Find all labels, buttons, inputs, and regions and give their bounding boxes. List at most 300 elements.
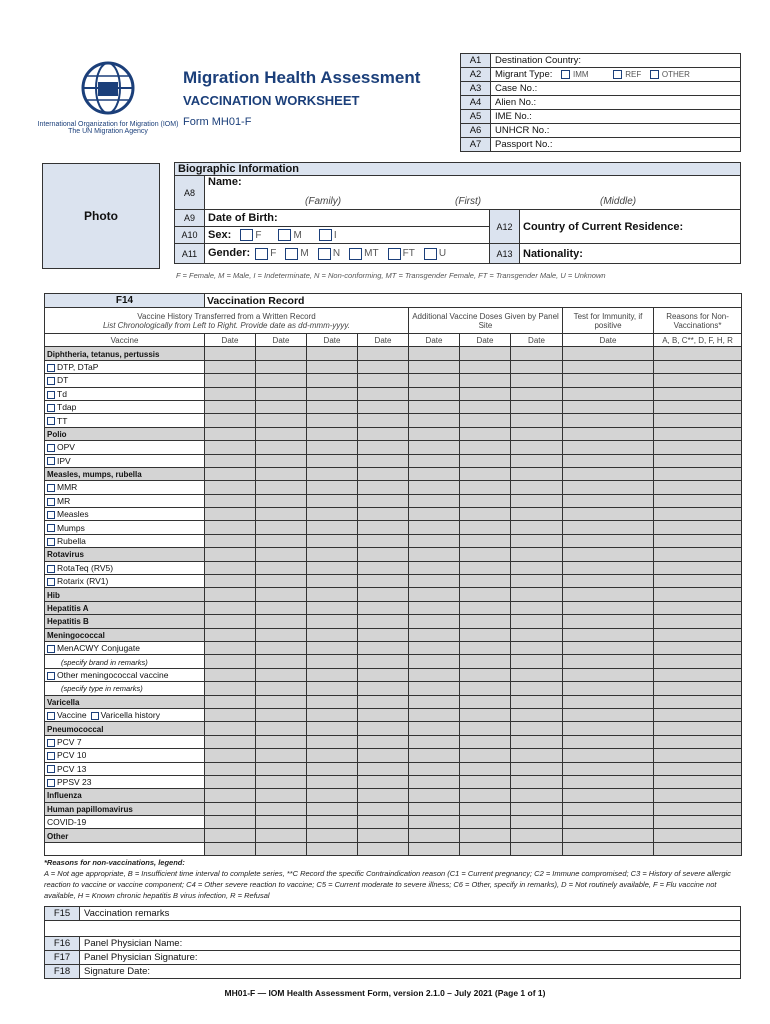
date-cell[interactable] bbox=[460, 762, 511, 775]
date-cell[interactable] bbox=[358, 441, 409, 454]
date-cell[interactable] bbox=[205, 762, 256, 775]
date-cell[interactable] bbox=[563, 508, 654, 521]
date-cell[interactable] bbox=[256, 374, 307, 387]
date-cell[interactable] bbox=[511, 441, 563, 454]
date-cell[interactable] bbox=[307, 441, 358, 454]
vaccine-checkbox[interactable] bbox=[47, 578, 55, 586]
date-cell[interactable] bbox=[205, 615, 256, 628]
nationality-field[interactable] bbox=[520, 244, 741, 264]
date-cell[interactable] bbox=[205, 387, 256, 400]
date-cell[interactable] bbox=[256, 655, 307, 668]
date-cell[interactable] bbox=[205, 708, 256, 721]
date-cell[interactable] bbox=[511, 588, 563, 601]
date-cell[interactable] bbox=[307, 842, 358, 855]
date-cell[interactable] bbox=[460, 641, 511, 654]
vaccine-checkbox[interactable] bbox=[47, 765, 55, 773]
date-cell[interactable] bbox=[460, 387, 511, 400]
date-cell[interactable] bbox=[511, 682, 563, 695]
date-cell[interactable] bbox=[358, 735, 409, 748]
date-cell[interactable] bbox=[307, 615, 358, 628]
date-cell[interactable] bbox=[563, 842, 654, 855]
date-cell[interactable] bbox=[256, 722, 307, 735]
date-cell[interactable] bbox=[307, 588, 358, 601]
date-cell[interactable] bbox=[358, 387, 409, 400]
date-cell[interactable] bbox=[563, 668, 654, 681]
date-cell[interactable] bbox=[654, 668, 742, 681]
date-cell[interactable] bbox=[307, 481, 358, 494]
date-cell[interactable] bbox=[460, 601, 511, 614]
date-cell[interactable] bbox=[511, 508, 563, 521]
vaccine-checkbox[interactable] bbox=[47, 404, 55, 412]
date-cell[interactable] bbox=[563, 494, 654, 507]
date-cell[interactable] bbox=[256, 360, 307, 373]
date-cell[interactable] bbox=[256, 548, 307, 561]
date-cell[interactable] bbox=[460, 454, 511, 467]
date-cell[interactable] bbox=[358, 722, 409, 735]
date-cell[interactable] bbox=[307, 668, 358, 681]
date-cell[interactable] bbox=[654, 467, 742, 480]
date-cell[interactable] bbox=[460, 588, 511, 601]
date-cell[interactable] bbox=[460, 508, 511, 521]
date-cell[interactable] bbox=[409, 481, 460, 494]
vaccine-checkbox[interactable] bbox=[47, 779, 55, 787]
date-cell[interactable] bbox=[307, 749, 358, 762]
date-cell[interactable] bbox=[256, 789, 307, 802]
date-cell[interactable] bbox=[460, 668, 511, 681]
date-cell[interactable] bbox=[307, 534, 358, 547]
date-cell[interactable] bbox=[307, 387, 358, 400]
date-cell[interactable] bbox=[460, 400, 511, 413]
date-cell[interactable] bbox=[563, 454, 654, 467]
date-cell[interactable] bbox=[460, 561, 511, 574]
date-cell[interactable] bbox=[409, 588, 460, 601]
date-cell[interactable] bbox=[511, 360, 563, 373]
date-cell[interactable] bbox=[256, 414, 307, 427]
date-cell[interactable] bbox=[654, 548, 742, 561]
date-cell[interactable] bbox=[307, 508, 358, 521]
date-cell[interactable] bbox=[654, 575, 742, 588]
date-cell[interactable] bbox=[654, 414, 742, 427]
date-cell[interactable] bbox=[307, 548, 358, 561]
date-cell[interactable] bbox=[563, 735, 654, 748]
alien-no-field[interactable] bbox=[491, 96, 741, 110]
date-cell[interactable] bbox=[307, 789, 358, 802]
date-cell[interactable] bbox=[563, 360, 654, 373]
date-cell[interactable] bbox=[511, 534, 563, 547]
date-cell[interactable] bbox=[654, 615, 742, 628]
date-cell[interactable] bbox=[307, 628, 358, 641]
date-cell[interactable] bbox=[563, 414, 654, 427]
date-cell[interactable] bbox=[511, 789, 563, 802]
date-cell[interactable] bbox=[563, 775, 654, 788]
date-cell[interactable] bbox=[654, 749, 742, 762]
gender-m-checkbox[interactable] bbox=[285, 248, 298, 260]
date-cell[interactable] bbox=[409, 695, 460, 708]
date-cell[interactable] bbox=[563, 548, 654, 561]
date-cell[interactable] bbox=[563, 374, 654, 387]
date-cell[interactable] bbox=[409, 722, 460, 735]
date-cell[interactable] bbox=[409, 762, 460, 775]
date-cell[interactable] bbox=[307, 708, 358, 721]
date-cell[interactable] bbox=[358, 467, 409, 480]
date-cell[interactable] bbox=[205, 749, 256, 762]
date-cell[interactable] bbox=[256, 615, 307, 628]
date-cell[interactable] bbox=[358, 561, 409, 574]
date-cell[interactable] bbox=[358, 789, 409, 802]
date-cell[interactable] bbox=[256, 494, 307, 507]
other-checkbox[interactable] bbox=[650, 70, 659, 79]
date-cell[interactable] bbox=[654, 494, 742, 507]
date-cell[interactable] bbox=[307, 467, 358, 480]
date-cell[interactable] bbox=[511, 829, 563, 842]
date-cell[interactable] bbox=[358, 414, 409, 427]
date-cell[interactable] bbox=[256, 749, 307, 762]
date-cell[interactable] bbox=[460, 816, 511, 829]
date-cell[interactable] bbox=[256, 467, 307, 480]
date-cell[interactable] bbox=[205, 575, 256, 588]
date-cell[interactable] bbox=[409, 534, 460, 547]
date-cell[interactable] bbox=[358, 628, 409, 641]
date-cell[interactable] bbox=[460, 441, 511, 454]
date-cell[interactable] bbox=[409, 427, 460, 440]
date-cell[interactable] bbox=[460, 708, 511, 721]
date-cell[interactable] bbox=[307, 695, 358, 708]
date-cell[interactable] bbox=[256, 387, 307, 400]
date-cell[interactable] bbox=[205, 668, 256, 681]
date-cell[interactable] bbox=[358, 615, 409, 628]
date-cell[interactable] bbox=[358, 374, 409, 387]
date-cell[interactable] bbox=[358, 347, 409, 360]
date-cell[interactable] bbox=[205, 548, 256, 561]
vaccine-checkbox[interactable] bbox=[47, 752, 55, 760]
vaccine-checkbox[interactable] bbox=[47, 538, 55, 546]
date-cell[interactable] bbox=[654, 481, 742, 494]
date-cell[interactable] bbox=[563, 816, 654, 829]
date-cell[interactable] bbox=[307, 561, 358, 574]
date-cell[interactable] bbox=[205, 521, 256, 534]
date-cell[interactable] bbox=[511, 775, 563, 788]
case-no-field[interactable] bbox=[491, 82, 741, 96]
date-cell[interactable] bbox=[460, 427, 511, 440]
date-cell[interactable] bbox=[654, 708, 742, 721]
date-cell[interactable] bbox=[256, 400, 307, 413]
date-cell[interactable] bbox=[409, 789, 460, 802]
date-cell[interactable] bbox=[654, 802, 742, 815]
date-cell[interactable] bbox=[358, 427, 409, 440]
date-cell[interactable] bbox=[511, 548, 563, 561]
date-cell[interactable] bbox=[205, 628, 256, 641]
date-cell[interactable] bbox=[511, 575, 563, 588]
date-cell[interactable] bbox=[307, 802, 358, 815]
date-cell[interactable] bbox=[358, 775, 409, 788]
date-cell[interactable] bbox=[205, 682, 256, 695]
date-cell[interactable] bbox=[409, 775, 460, 788]
date-cell[interactable] bbox=[409, 615, 460, 628]
date-cell[interactable] bbox=[256, 628, 307, 641]
date-cell[interactable] bbox=[563, 641, 654, 654]
date-cell[interactable] bbox=[654, 695, 742, 708]
date-cell[interactable] bbox=[654, 374, 742, 387]
date-cell[interactable] bbox=[409, 347, 460, 360]
date-cell[interactable] bbox=[563, 722, 654, 735]
date-cell[interactable] bbox=[460, 682, 511, 695]
date-cell[interactable] bbox=[511, 427, 563, 440]
date-cell[interactable] bbox=[511, 454, 563, 467]
date-cell[interactable] bbox=[409, 374, 460, 387]
date-cell[interactable] bbox=[205, 414, 256, 427]
date-cell[interactable] bbox=[511, 347, 563, 360]
date-cell[interactable] bbox=[409, 521, 460, 534]
vaccine-checkbox[interactable] bbox=[47, 498, 55, 506]
date-cell[interactable] bbox=[205, 588, 256, 601]
date-cell[interactable] bbox=[307, 400, 358, 413]
vaccine-checkbox[interactable] bbox=[47, 364, 55, 372]
date-cell[interactable] bbox=[409, 454, 460, 467]
date-cell[interactable] bbox=[307, 641, 358, 654]
date-cell[interactable] bbox=[511, 708, 563, 721]
date-cell[interactable] bbox=[511, 668, 563, 681]
date-cell[interactable] bbox=[205, 789, 256, 802]
date-cell[interactable] bbox=[654, 682, 742, 695]
date-cell[interactable] bbox=[409, 387, 460, 400]
date-cell[interactable] bbox=[563, 400, 654, 413]
date-cell[interactable] bbox=[205, 735, 256, 748]
date-cell[interactable] bbox=[511, 655, 563, 668]
date-cell[interactable] bbox=[511, 695, 563, 708]
date-cell[interactable] bbox=[460, 521, 511, 534]
date-cell[interactable] bbox=[307, 682, 358, 695]
date-cell[interactable] bbox=[563, 802, 654, 815]
date-cell[interactable] bbox=[205, 374, 256, 387]
date-cell[interactable] bbox=[358, 749, 409, 762]
date-cell[interactable] bbox=[563, 427, 654, 440]
date-cell[interactable] bbox=[409, 467, 460, 480]
sex-f-checkbox[interactable] bbox=[240, 229, 253, 241]
date-cell[interactable] bbox=[563, 467, 654, 480]
date-cell[interactable] bbox=[511, 601, 563, 614]
name-field[interactable] bbox=[205, 176, 741, 210]
vaccine-checkbox[interactable] bbox=[47, 524, 55, 532]
date-cell[interactable] bbox=[563, 561, 654, 574]
date-cell[interactable] bbox=[563, 441, 654, 454]
date-cell[interactable] bbox=[307, 360, 358, 373]
date-cell[interactable] bbox=[358, 601, 409, 614]
date-cell[interactable] bbox=[307, 374, 358, 387]
date-cell[interactable] bbox=[256, 454, 307, 467]
date-cell[interactable] bbox=[654, 561, 742, 574]
date-cell[interactable] bbox=[256, 521, 307, 534]
date-cell[interactable] bbox=[654, 508, 742, 521]
date-cell[interactable] bbox=[511, 842, 563, 855]
date-cell[interactable] bbox=[307, 601, 358, 614]
date-cell[interactable] bbox=[256, 641, 307, 654]
date-cell[interactable] bbox=[205, 655, 256, 668]
physician-signature-field[interactable] bbox=[80, 951, 741, 965]
vaccine-checkbox[interactable] bbox=[47, 484, 55, 492]
date-cell[interactable] bbox=[205, 347, 256, 360]
date-cell[interactable] bbox=[409, 802, 460, 815]
date-cell[interactable] bbox=[409, 749, 460, 762]
date-cell[interactable] bbox=[256, 668, 307, 681]
date-cell[interactable] bbox=[205, 360, 256, 373]
date-cell[interactable] bbox=[511, 414, 563, 427]
date-cell[interactable] bbox=[256, 347, 307, 360]
signature-date-field[interactable] bbox=[80, 965, 741, 979]
date-cell[interactable] bbox=[511, 722, 563, 735]
vaccine-checkbox[interactable] bbox=[47, 712, 55, 720]
date-cell[interactable] bbox=[654, 735, 742, 748]
date-cell[interactable] bbox=[409, 561, 460, 574]
date-cell[interactable] bbox=[256, 695, 307, 708]
date-cell[interactable] bbox=[409, 829, 460, 842]
date-cell[interactable] bbox=[563, 829, 654, 842]
date-cell[interactable] bbox=[563, 521, 654, 534]
date-cell[interactable] bbox=[307, 829, 358, 842]
date-cell[interactable] bbox=[654, 534, 742, 547]
date-cell[interactable] bbox=[358, 454, 409, 467]
date-cell[interactable] bbox=[511, 561, 563, 574]
date-cell[interactable] bbox=[409, 735, 460, 748]
date-cell[interactable] bbox=[205, 494, 256, 507]
gender-ft-checkbox[interactable] bbox=[388, 248, 401, 260]
date-cell[interactable] bbox=[358, 641, 409, 654]
date-cell[interactable] bbox=[409, 508, 460, 521]
date-cell[interactable] bbox=[307, 414, 358, 427]
date-cell[interactable] bbox=[358, 668, 409, 681]
date-cell[interactable] bbox=[654, 441, 742, 454]
passport-no-field[interactable] bbox=[491, 138, 741, 152]
date-cell[interactable] bbox=[205, 816, 256, 829]
vaccine-checkbox[interactable] bbox=[47, 565, 55, 573]
date-cell[interactable] bbox=[511, 615, 563, 628]
destination-country-field[interactable] bbox=[491, 54, 741, 68]
date-cell[interactable] bbox=[307, 494, 358, 507]
date-cell[interactable] bbox=[460, 749, 511, 762]
date-cell[interactable] bbox=[256, 441, 307, 454]
date-cell[interactable] bbox=[460, 655, 511, 668]
date-cell[interactable] bbox=[409, 816, 460, 829]
date-cell[interactable] bbox=[460, 789, 511, 802]
gender-u-checkbox[interactable] bbox=[424, 248, 437, 260]
date-cell[interactable] bbox=[358, 508, 409, 521]
date-cell[interactable] bbox=[205, 454, 256, 467]
date-cell[interactable] bbox=[409, 842, 460, 855]
date-cell[interactable] bbox=[654, 360, 742, 373]
date-cell[interactable] bbox=[460, 615, 511, 628]
date-cell[interactable] bbox=[460, 735, 511, 748]
date-cell[interactable] bbox=[511, 481, 563, 494]
date-cell[interactable] bbox=[307, 722, 358, 735]
date-cell[interactable] bbox=[563, 481, 654, 494]
date-cell[interactable] bbox=[358, 575, 409, 588]
ime-no-field[interactable] bbox=[491, 110, 741, 124]
date-cell[interactable] bbox=[307, 655, 358, 668]
date-cell[interactable] bbox=[563, 655, 654, 668]
date-cell[interactable] bbox=[256, 508, 307, 521]
vaccine-checkbox[interactable] bbox=[47, 672, 55, 680]
date-cell[interactable] bbox=[654, 655, 742, 668]
vaccine-checkbox[interactable] bbox=[47, 457, 55, 465]
date-cell[interactable] bbox=[256, 481, 307, 494]
vaccine-checkbox[interactable] bbox=[47, 417, 55, 425]
sex-m-checkbox[interactable] bbox=[278, 229, 291, 241]
date-cell[interactable] bbox=[205, 561, 256, 574]
date-cell[interactable] bbox=[409, 400, 460, 413]
date-cell[interactable] bbox=[358, 762, 409, 775]
date-cell[interactable] bbox=[205, 722, 256, 735]
date-cell[interactable] bbox=[460, 829, 511, 842]
date-cell[interactable] bbox=[358, 481, 409, 494]
date-cell[interactable] bbox=[654, 601, 742, 614]
date-cell[interactable] bbox=[205, 467, 256, 480]
date-cell[interactable] bbox=[563, 588, 654, 601]
date-cell[interactable] bbox=[358, 708, 409, 721]
date-cell[interactable] bbox=[205, 802, 256, 815]
date-cell[interactable] bbox=[409, 414, 460, 427]
date-cell[interactable] bbox=[511, 494, 563, 507]
date-cell[interactable] bbox=[563, 762, 654, 775]
date-cell[interactable] bbox=[307, 735, 358, 748]
date-cell[interactable] bbox=[307, 454, 358, 467]
date-cell[interactable] bbox=[563, 615, 654, 628]
date-cell[interactable] bbox=[256, 802, 307, 815]
date-cell[interactable] bbox=[307, 521, 358, 534]
date-cell[interactable] bbox=[256, 762, 307, 775]
date-cell[interactable] bbox=[409, 494, 460, 507]
date-cell[interactable] bbox=[654, 842, 742, 855]
date-cell[interactable] bbox=[256, 829, 307, 842]
date-cell[interactable] bbox=[256, 561, 307, 574]
date-cell[interactable] bbox=[654, 387, 742, 400]
date-cell[interactable] bbox=[654, 829, 742, 842]
vaccine-checkbox[interactable] bbox=[47, 391, 55, 399]
date-cell[interactable] bbox=[358, 494, 409, 507]
date-cell[interactable] bbox=[409, 682, 460, 695]
date-cell[interactable] bbox=[409, 360, 460, 373]
sex-i-checkbox[interactable] bbox=[319, 229, 332, 241]
ref-checkbox[interactable] bbox=[613, 70, 622, 79]
date-cell[interactable] bbox=[563, 749, 654, 762]
date-cell[interactable] bbox=[511, 802, 563, 815]
remarks-field[interactable] bbox=[45, 921, 741, 937]
date-cell[interactable] bbox=[256, 601, 307, 614]
date-cell[interactable] bbox=[205, 842, 256, 855]
date-cell[interactable] bbox=[654, 762, 742, 775]
imm-checkbox[interactable] bbox=[561, 70, 570, 79]
date-cell[interactable] bbox=[460, 628, 511, 641]
vaccine-checkbox[interactable] bbox=[47, 739, 55, 747]
date-cell[interactable] bbox=[205, 508, 256, 521]
date-cell[interactable] bbox=[460, 481, 511, 494]
date-cell[interactable] bbox=[358, 400, 409, 413]
date-cell[interactable] bbox=[460, 374, 511, 387]
date-cell[interactable] bbox=[409, 441, 460, 454]
date-cell[interactable] bbox=[460, 494, 511, 507]
date-cell[interactable] bbox=[563, 575, 654, 588]
physician-name-field[interactable] bbox=[80, 937, 741, 951]
date-cell[interactable] bbox=[460, 467, 511, 480]
date-cell[interactable] bbox=[511, 641, 563, 654]
date-cell[interactable] bbox=[654, 775, 742, 788]
date-cell[interactable] bbox=[654, 789, 742, 802]
date-cell[interactable] bbox=[511, 387, 563, 400]
date-cell[interactable] bbox=[256, 534, 307, 547]
date-cell[interactable] bbox=[256, 708, 307, 721]
date-cell[interactable] bbox=[307, 575, 358, 588]
gender-f-checkbox[interactable] bbox=[255, 248, 268, 260]
date-cell[interactable] bbox=[460, 775, 511, 788]
date-cell[interactable] bbox=[563, 695, 654, 708]
